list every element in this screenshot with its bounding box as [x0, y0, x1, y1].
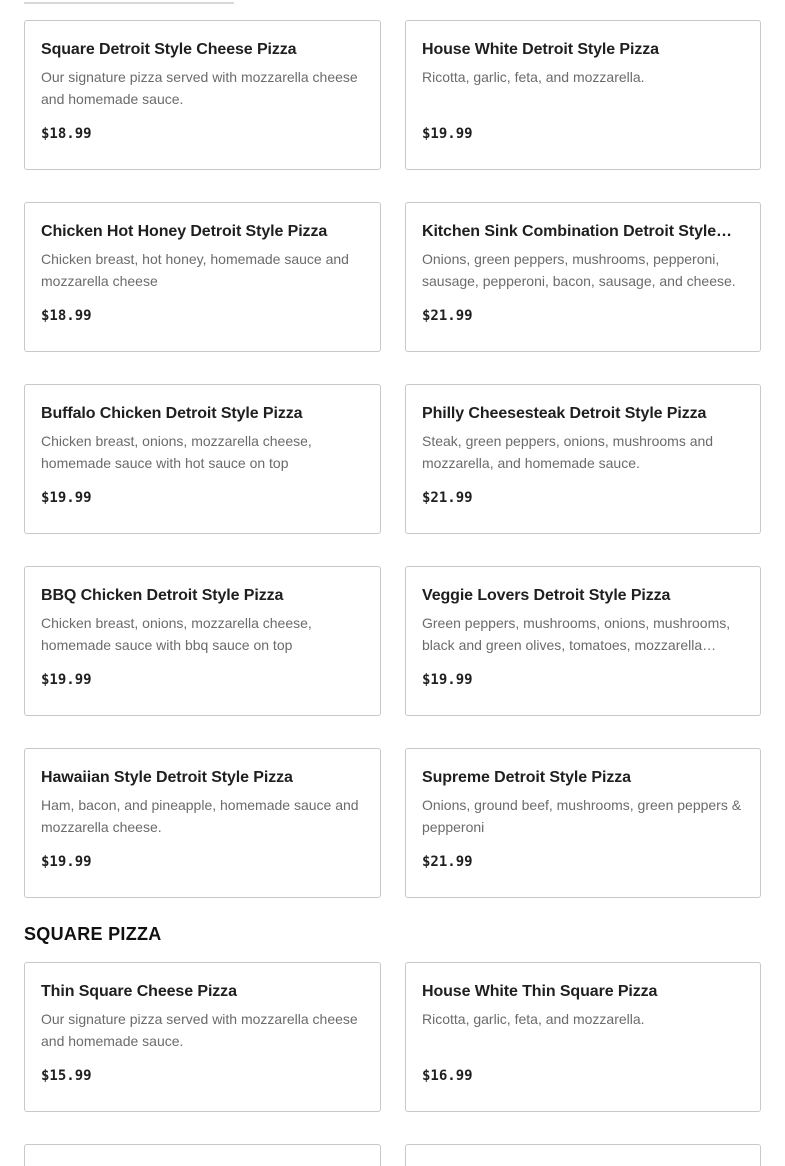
- detroit-style-pizza-grid: [24, 20, 761, 898]
- menu-item-description: Ham, bacon, and pineapple, homemade sauce and mozzarella cheese.: [41, 797, 359, 835]
- menu-item-card[interactable]: [405, 202, 761, 352]
- menu-item-description: Onions, green peppers, mushrooms, pepperoni, sausage, pepperoni, bacon, sausage, and cheese.: [422, 251, 736, 289]
- menu-item-card-partial[interactable]: [405, 1144, 761, 1166]
- menu-item-title: Hawaiian Style Detroit Style Pizza: [41, 769, 293, 786]
- menu-item-title: Kitchen Sink Combination Detroit Style…: [422, 223, 732, 240]
- menu-item-description: Chicken breast, onions, mozzarella cheese, homemade sauce with hot sauce on top: [41, 433, 312, 471]
- menu-item-card[interactable]: [24, 566, 381, 716]
- menu-item-title: Chicken Hot Honey Detroit Style Pizza: [41, 223, 328, 240]
- menu-item-card[interactable]: [405, 748, 761, 898]
- menu-item-price: $19.99: [422, 672, 473, 688]
- menu-item-price: $21.99: [422, 490, 473, 506]
- menu-item-description: Onions, ground beef, mushrooms, green peppers & pepperoni: [422, 797, 742, 835]
- menu-item-description: Green peppers, mushrooms, onions, mushrooms, black and green olives, tomatoes, mozzarella…: [422, 615, 731, 653]
- menu-item-card[interactable]: [405, 20, 761, 170]
- menu-item-price: $19.99: [41, 672, 92, 688]
- menu-item-title: Thin Square Cheese Pizza: [41, 983, 237, 1000]
- menu-item-price: $19.99: [41, 490, 92, 506]
- menu-item-description: Chicken breast, hot honey, homemade sauce and mozzarella cheese: [41, 251, 349, 289]
- previous-section-heading-fragment: [24, 0, 234, 4]
- menu-item-price: $18.99: [41, 308, 92, 324]
- menu-item-title: Buffalo Chicken Detroit Style Pizza: [41, 405, 303, 422]
- section-heading-square-pizza: SQUARE PIZZA: [24, 924, 162, 944]
- menu-item-description: Chicken breast, onions, mozzarella cheese, homemade sauce with bbq sauce on top: [41, 615, 312, 653]
- menu-item-card[interactable]: [24, 20, 381, 170]
- menu-item-title: Supreme Detroit Style Pizza: [422, 769, 631, 786]
- menu-item-price: $19.99: [41, 854, 92, 870]
- menu-item-card[interactable]: [24, 748, 381, 898]
- menu-item-title: House White Thin Square Pizza: [422, 983, 658, 1000]
- menu-item-description: Our signature pizza served with mozzarella cheese and homemade sauce.: [41, 1011, 358, 1049]
- menu-item-description: Ricotta, garlic, feta, and mozzarella.: [422, 69, 645, 85]
- square-pizza-grid: [24, 962, 761, 1166]
- menu-item-price: $18.99: [41, 126, 92, 142]
- menu-item-description: Ricotta, garlic, feta, and mozzarella.: [422, 1011, 645, 1027]
- menu-item-price: $15.99: [41, 1068, 92, 1084]
- menu-item-card[interactable]: [405, 962, 761, 1112]
- menu-item-description: Steak, green peppers, onions, mushrooms and mozzarella, and homemade sauce.: [422, 433, 714, 471]
- menu-item-card[interactable]: [405, 566, 761, 716]
- menu-item-card[interactable]: [24, 202, 381, 352]
- menu-item-title: BBQ Chicken Detroit Style Pizza: [41, 587, 284, 604]
- menu-item-price: $16.99: [422, 1068, 473, 1084]
- menu-item-price: $21.99: [422, 308, 473, 324]
- menu-item-description: Our signature pizza served with mozzarella cheese and homemade sauce.: [41, 69, 358, 107]
- menu-item-title: Veggie Lovers Detroit Style Pizza: [422, 587, 671, 604]
- menu-item-price: $19.99: [422, 126, 473, 142]
- menu-item-title: Philly Cheesesteak Detroit Style Pizza: [422, 405, 707, 422]
- menu-item-card-partial[interactable]: [24, 1144, 381, 1166]
- menu-item-card[interactable]: [24, 962, 381, 1112]
- menu-item-card[interactable]: [24, 384, 381, 534]
- menu-item-price: $21.99: [422, 854, 473, 870]
- menu-item-title: Square Detroit Style Cheese Pizza: [41, 41, 297, 58]
- menu-item-card[interactable]: [405, 384, 761, 534]
- menu-item-title: House White Detroit Style Pizza: [422, 41, 659, 58]
